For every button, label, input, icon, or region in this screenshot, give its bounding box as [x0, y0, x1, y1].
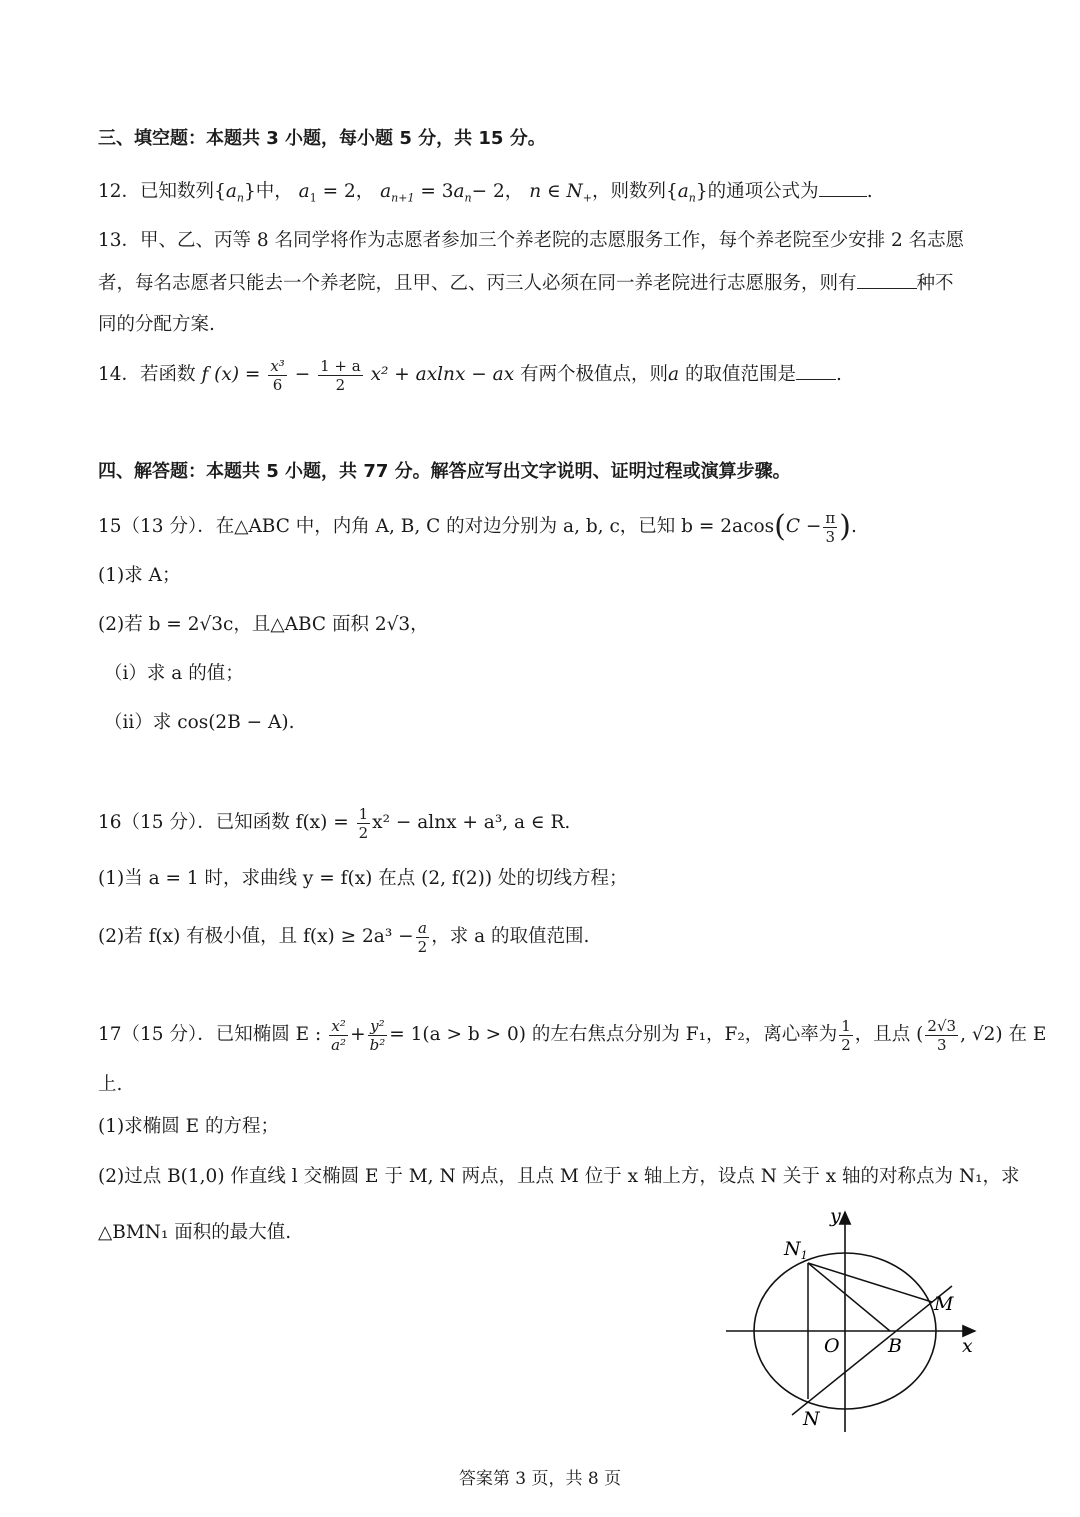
question-17-line-2: 上. [98, 1074, 123, 1095]
question-17-part-2b: △BMN₁ 面积的最大值. [98, 1222, 292, 1243]
question-13-line-1: 13．甲、乙、丙等 8 名同学将作为志愿者参加三个养老院的志愿服务工作，每个养老院至少安排 2 名志愿 [98, 230, 965, 251]
question-16-head: 16（15 分）．已知函数 f(x) = $\frac{1}{2}$ x² − alnx + a³, a ∈ R. [98, 804, 571, 842]
question-15-head: 15（13 分）．在△ABC 中，内角 A, B, C 的对边分别为 a, b, c，已知 b = 2acos(C − $\frac{\pi}{3}$ ). [98, 508, 857, 546]
page-footer: 答案第 3 页，共 8 页 [458, 1469, 622, 1489]
fraction: $\frac{2√3}{3}$ [927, 1016, 957, 1054]
section-3-heading: 三、填空题：本题共 3 小题，每小题 5 分，共 15 分。 [98, 128, 546, 149]
question-13-line-2: 者，每名志愿者只能去一个养老院，且甲、乙、丙三人必须在同一养老院进行志愿服务，则有 种不 [98, 273, 954, 294]
label-x: x [962, 1335, 973, 1357]
fraction: $\frac{\pi}{3}$ [825, 508, 836, 546]
segment-N1-M [808, 1263, 932, 1302]
fraction: $\frac{a}{2}$ [417, 918, 428, 956]
section-4-heading: 四、解答题：本题共 5 小题，共 77 分。解答应写出文字说明、证明过程或演算步骤。 [98, 461, 791, 482]
ellipse-figure [720, 1200, 990, 1440]
question-17-part-1: (1)求椭圆 E 的方程； [98, 1116, 279, 1137]
label-N: N [803, 1408, 820, 1430]
label-O: O [824, 1335, 840, 1357]
question-14: 14．若函数 f (x) = $\frac{\text{x³}}{6}$ − $\frac{1 + a}{2}$ x² + axlnx − ax 有两个极值点，则a 的取值范围是 . [98, 356, 842, 394]
label-y: y [830, 1205, 841, 1227]
question-17-part-2: (2)过点 B(1,0) 作直线 l 交椭圆 E 于 M, N 两点，且点 M 位于 x 轴上方，设点 N 关于 x 轴的对称点为 N₁，求 [98, 1166, 1020, 1187]
fraction: $\frac{\text{y²}}{\text{b²}}$ [369, 1016, 386, 1054]
answer-blank[interactable] [796, 365, 836, 380]
question-12: 12．已知数列$\{a_n\}$中， $a_1 = 2$， $a_{n+1} = 3a_n- 2$， n ∈ $N_+$，则数列$\{a_n\}$的通项公式为 . [98, 181, 873, 205]
line-l [792, 1286, 952, 1415]
fraction: $\frac{\text{x³}}{6}$ [270, 356, 285, 394]
fraction: $\frac{1 + a}{2}$ [320, 356, 361, 394]
question-15-sub-2: （ii）求 cos(2B − A). [104, 712, 295, 733]
question-13-line-3: 同的分配方案. [98, 314, 215, 335]
question-16-part-1: (1)当 a = 1 时，求曲线 y = f(x) 在点 (2, f(2)) 处的切线方程； [98, 868, 628, 889]
fraction: $\frac{1}{2}$ [841, 1016, 851, 1054]
question-15-part-2: (2)若 b = 2√3c，且△ABC 面积 2√3， [98, 614, 429, 635]
fraction: $\frac{1}{2}$ [358, 804, 369, 842]
question-17-head: 17（15 分）．已知椭圆 E : $\frac{\text{x²}}{\text{a²}}$ + $\frac{\text{y²}}{\text{b²}}$ = 1(a > b > 0) 的左右焦点分别为 F₁，F₂，离心率为 $\frac{1}{2}$ ，且点 ( $\frac{2√3}{3}$ , √2) 在 E [98, 1016, 1047, 1054]
question-16-part-2: (2)若 f(x) 有极小值，且 f(x) ≥ 2a³ − $\frac{a}{2}$ ，求 a 的取值范围. [98, 918, 590, 956]
answer-blank[interactable] [857, 274, 917, 289]
question-15-part-1: (1)求 A； [98, 565, 181, 586]
segment-N1-B [808, 1263, 890, 1331]
label-B: B [888, 1335, 902, 1357]
question-15-sub-1: （i）求 a 的值； [104, 663, 244, 684]
label-M: M [934, 1293, 954, 1315]
fraction: $\frac{\text{x²}}{\text{a²}}$ [331, 1016, 347, 1054]
answer-blank[interactable] [819, 182, 867, 197]
label-N1: $N_1$ [784, 1238, 808, 1262]
